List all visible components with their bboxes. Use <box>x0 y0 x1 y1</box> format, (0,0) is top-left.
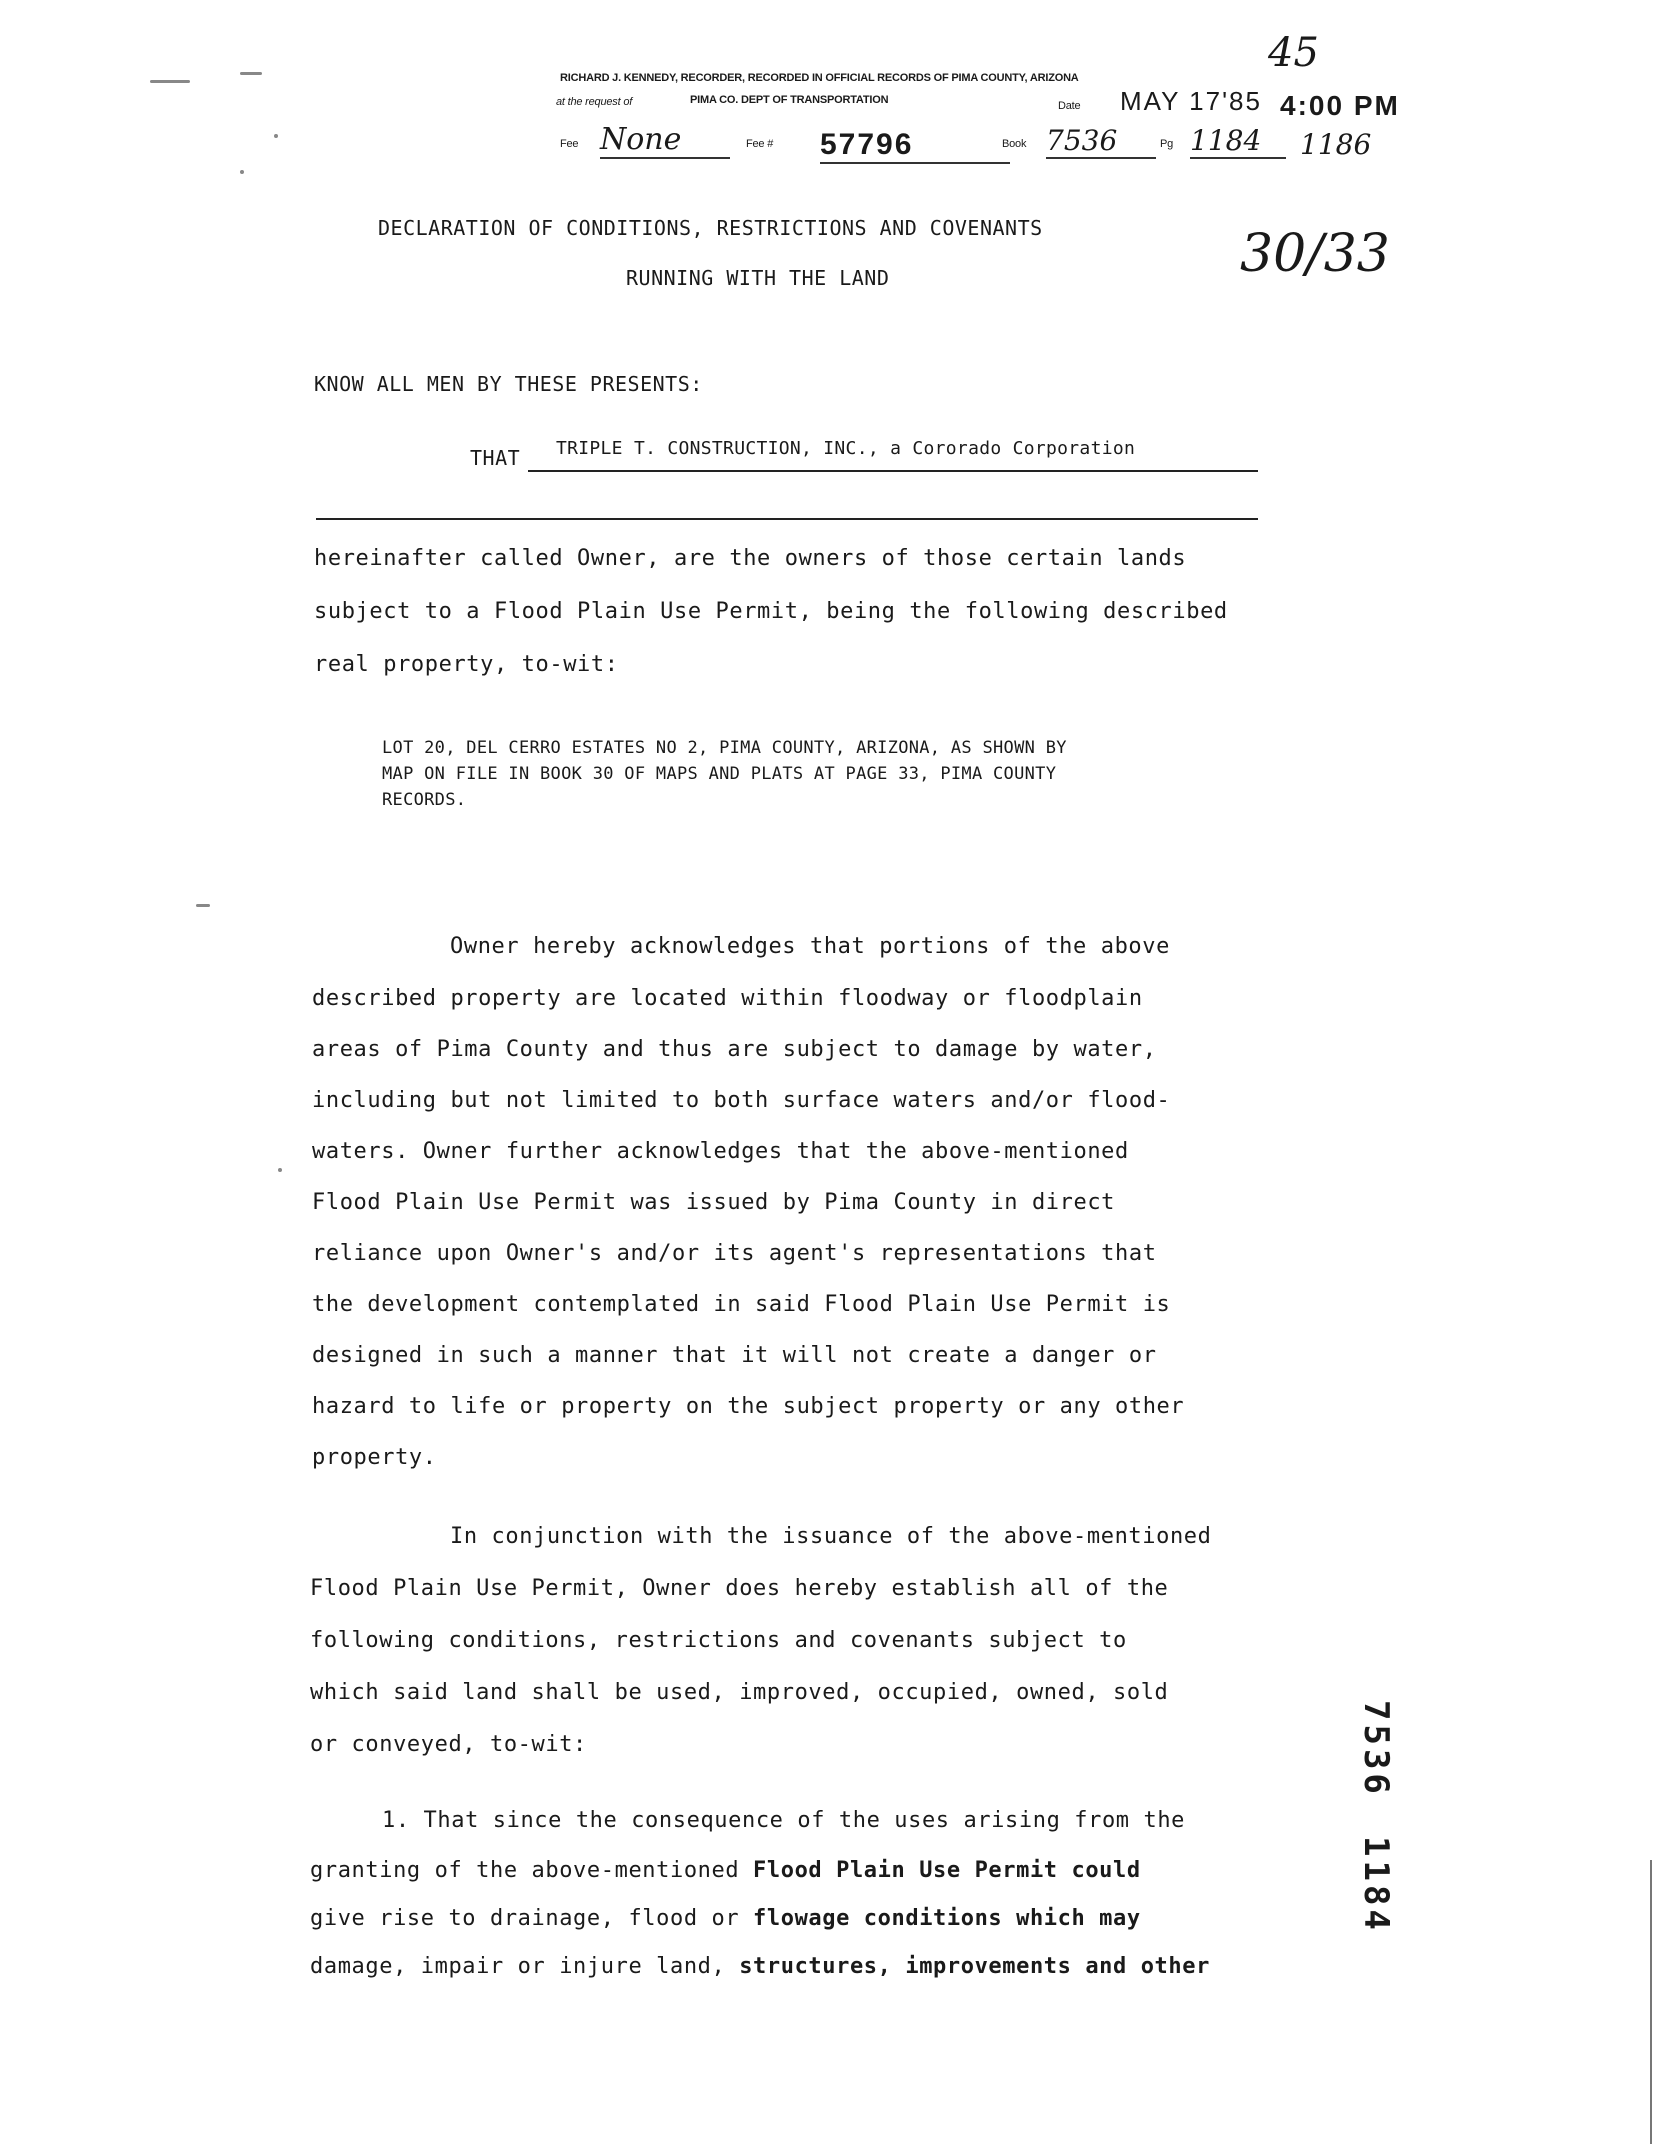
paragraph1-line: Owner hereby acknowledges that portions of the above <box>450 934 1170 959</box>
scan-artifact <box>240 72 262 75</box>
item1-line-regular: granting of the above-mentioned <box>310 1858 754 1883</box>
margin-page-number: 1184 <box>1356 1836 1396 1934</box>
legal-description-line: MAP ON FILE IN BOOK 30 OF MAPS AND PLATS AT PAGE 33, PIMA COUNTY <box>382 764 1057 784</box>
item1-line <box>310 1906 1141 1931</box>
page-extra: 1186 <box>1300 128 1372 161</box>
paragraph1-line: hazard to life or property on the subject property or any other <box>312 1394 1185 1419</box>
fee-number-label: Fee # <box>746 138 774 150</box>
that-label: THAT <box>470 446 521 470</box>
paragraph1-line: property. <box>312 1445 437 1470</box>
paragraph1-line: including but not limited to both surface waters and/or flood- <box>312 1088 1171 1113</box>
item1-line-bold: structures, improvements and other <box>739 1954 1210 1979</box>
paragraph2-line: following conditions, restrictions and covenants subject to <box>310 1628 1127 1653</box>
map-reference: 30/33 <box>1240 224 1390 284</box>
request-prefix: at the request of <box>556 96 633 108</box>
scan-artifact <box>150 80 190 83</box>
page-label: Pg <box>1160 138 1174 150</box>
date-label: Date <box>1058 100 1081 112</box>
time-value: 4:00 PM <box>1280 90 1400 121</box>
paragraph1-line: described property are located within floodway or floodplain <box>312 986 1143 1011</box>
scan-artifact <box>274 134 278 138</box>
legal-description-line: RECORDS. <box>382 790 467 810</box>
item1-line: 1. That since the consequence of the uses arising from the <box>382 1808 1186 1833</box>
paragraph1-line: designed in such a manner that it will not create a danger or <box>312 1343 1157 1368</box>
owner-blank-line <box>316 518 1258 520</box>
legal-description-line: LOT 20, DEL CERRO ESTATES NO 2, PIMA COUNTY, ARIZONA, AS SHOWN BY <box>382 738 1067 758</box>
intro-line: subject to a Flood Plain Use Permit, being the following described <box>314 599 1228 624</box>
paragraph1-line: waters. Owner further acknowledges that the above-mentioned <box>312 1139 1129 1164</box>
item1-line-regular: give rise to drainage, flood or <box>310 1906 754 1931</box>
corner-mark: 45 <box>1268 30 1319 76</box>
paragraph1-line: areas of Pima County and thus are subject to damage by water, <box>312 1037 1157 1062</box>
document-title-line2: RUNNING WITH THE LAND <box>626 266 890 290</box>
paragraph2-line: In conjunction with the issuance of the above-mentioned <box>450 1524 1212 1549</box>
paragraph1-line: the development contemplated in said Flood Plain Use Permit is <box>312 1292 1171 1317</box>
paragraph2-line: Flood Plain Use Permit, Owner does hereby establish all of the <box>310 1576 1169 1601</box>
book-value: 7536 <box>1046 124 1156 159</box>
fee-number-value: 57796 <box>820 128 1010 164</box>
scan-artifact <box>196 904 210 907</box>
paragraph1-line: Flood Plain Use Permit was issued by Pima County in direct <box>312 1190 1116 1215</box>
owner-name-underline <box>528 470 1258 472</box>
fee-label: Fee <box>560 138 579 150</box>
scan-edge <box>1650 1860 1652 2144</box>
item1-line <box>310 1858 1141 1883</box>
paragraph2-line: or conveyed, to-wit: <box>310 1732 587 1757</box>
intro-line: real property, to-wit: <box>314 652 619 677</box>
scan-artifact <box>278 1168 282 1172</box>
paragraph1-line: reliance upon Owner's and/or its agent's representations that <box>312 1241 1157 1266</box>
paragraph2-line: which said land shall be used, improved, occupied, owned, sold <box>310 1680 1169 1705</box>
item1-line-bold: Flood Plain Use Permit could <box>753 1858 1141 1883</box>
date-value: MAY 17'85 <box>1120 86 1262 116</box>
intro-line: hereinafter called Owner, are the owners of those certain lands <box>314 546 1187 571</box>
scan-artifact <box>240 170 244 174</box>
know-all-heading: KNOW ALL MEN BY THESE PRESENTS: <box>314 372 703 396</box>
fee-value: None <box>600 122 730 159</box>
item1-line-regular: damage, impair or injure land, <box>310 1954 740 1979</box>
book-label: Book <box>1002 138 1027 150</box>
owner-name: TRIPLE T. CONSTRUCTION, INC., a Cororado Corporation <box>556 438 1136 459</box>
page-value: 1184 <box>1190 124 1286 159</box>
margin-book-number: 7536 <box>1356 1700 1396 1798</box>
request-of: PIMA CO. DEPT OF TRANSPORTATION <box>690 94 889 106</box>
document-title-line1: DECLARATION OF CONDITIONS, RESTRICTIONS AND COVENANTS <box>378 216 1043 240</box>
item1-line <box>310 1954 1210 1979</box>
recorder-line: RICHARD J. KENNEDY, RECORDER, RECORDED IN OFFICIAL RECORDS OF PIMA COUNTY, ARIZONA <box>560 72 1079 84</box>
item1-line-bold: flowage conditions which may <box>753 1906 1141 1931</box>
